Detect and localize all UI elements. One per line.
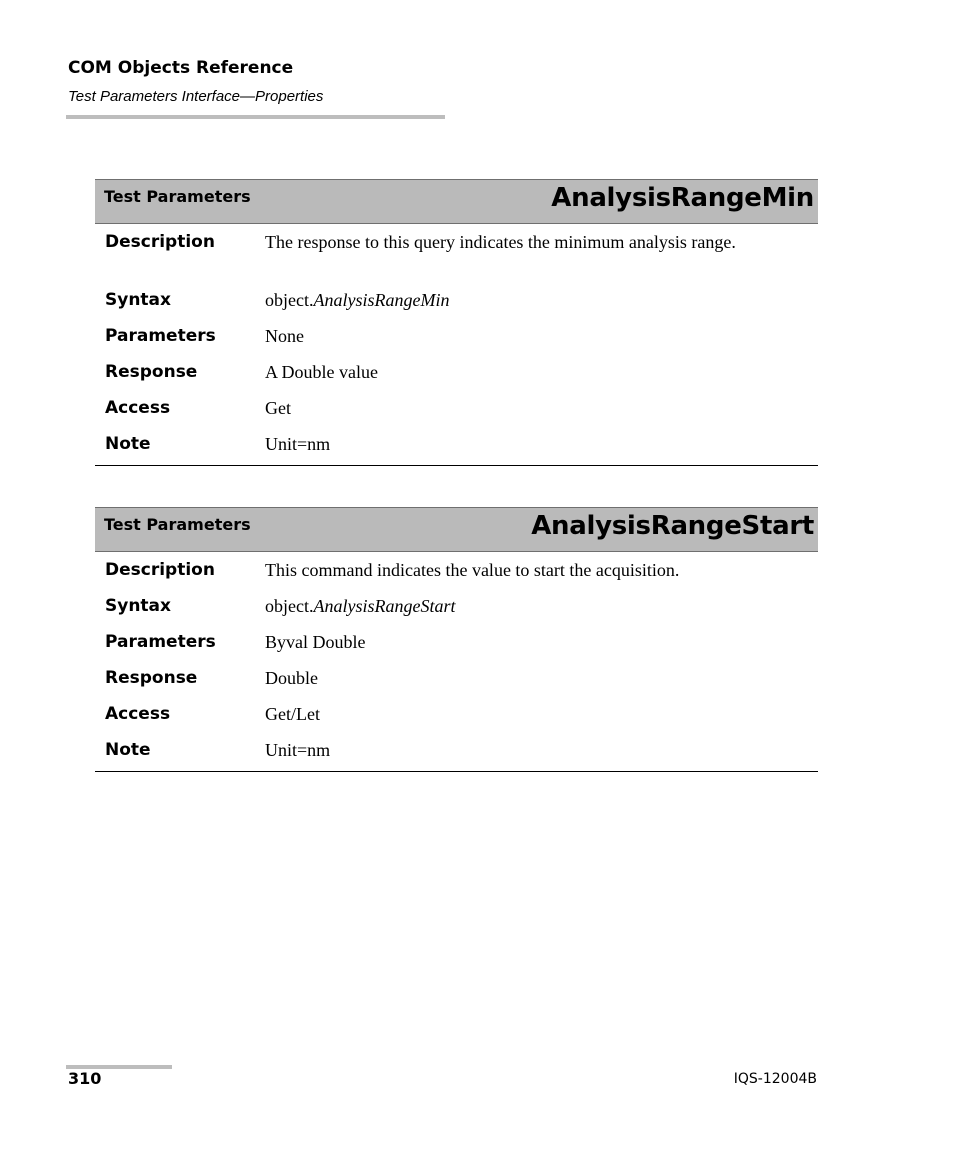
row-key: Access — [105, 704, 171, 724]
row-key: Syntax — [105, 596, 171, 616]
property-row-note — [95, 433, 818, 459]
page-number: 310 — [68, 1069, 102, 1088]
row-key: Response — [105, 362, 198, 382]
property-row-response — [95, 361, 818, 397]
block-category-label: Test Parameters — [104, 515, 251, 534]
row-value: Unit=nm — [265, 434, 331, 454]
row-value: This command indicates the value to start the acquisition. — [265, 560, 680, 580]
row-value: Double — [265, 668, 318, 688]
row-value — [265, 289, 818, 312]
property-row-syntax — [95, 595, 818, 631]
property-block-header — [95, 507, 818, 552]
property-name: AnalysisRangeMin — [551, 183, 814, 213]
section-subtitle: Test Parameters Interface—Properties — [68, 88, 324, 105]
row-value: Get/Let — [265, 704, 320, 724]
row-value: None — [265, 326, 304, 346]
row-value — [265, 595, 818, 618]
property-block-analysis-range-start — [95, 507, 818, 772]
row-value: Byval Double — [265, 632, 366, 652]
row-key: Description — [105, 232, 215, 252]
property-name: AnalysisRangeStart — [531, 511, 814, 541]
block-category-label: Test Parameters — [104, 187, 251, 206]
property-rows — [95, 224, 818, 466]
property-row-response — [95, 667, 818, 703]
header-divider — [66, 115, 445, 119]
property-row-description — [95, 231, 818, 289]
property-block-header — [95, 179, 818, 224]
property-row-description — [95, 559, 818, 595]
property-row-syntax — [95, 289, 818, 325]
row-value: The response to this query indicates the minimum analysis range. — [265, 232, 736, 252]
syntax-property: AnalysisRangeStart — [313, 596, 456, 616]
row-value: A Double value — [265, 362, 378, 382]
property-row-note — [95, 739, 818, 765]
document-id: IQS-12004B — [733, 1071, 817, 1087]
syntax-property: AnalysisRangeMin — [313, 290, 450, 310]
property-rows — [95, 552, 818, 772]
row-key: Syntax — [105, 290, 171, 310]
syntax-prefix: object. — [265, 596, 314, 616]
property-row-parameters — [95, 325, 818, 361]
property-row-access — [95, 703, 818, 739]
row-value: Unit=nm — [265, 740, 331, 760]
syntax-prefix: object. — [265, 290, 314, 310]
row-key: Note — [105, 740, 151, 760]
row-value: Get — [265, 398, 291, 418]
row-key: Access — [105, 398, 171, 418]
property-row-access — [95, 397, 818, 433]
row-key: Parameters — [105, 632, 216, 652]
row-key: Note — [105, 434, 151, 454]
property-row-parameters — [95, 631, 818, 667]
row-key: Parameters — [105, 326, 216, 346]
row-key: Response — [105, 668, 198, 688]
property-block-analysis-range-min — [95, 179, 818, 466]
chapter-title: COM Objects Reference — [68, 58, 294, 78]
row-key: Description — [105, 560, 215, 580]
